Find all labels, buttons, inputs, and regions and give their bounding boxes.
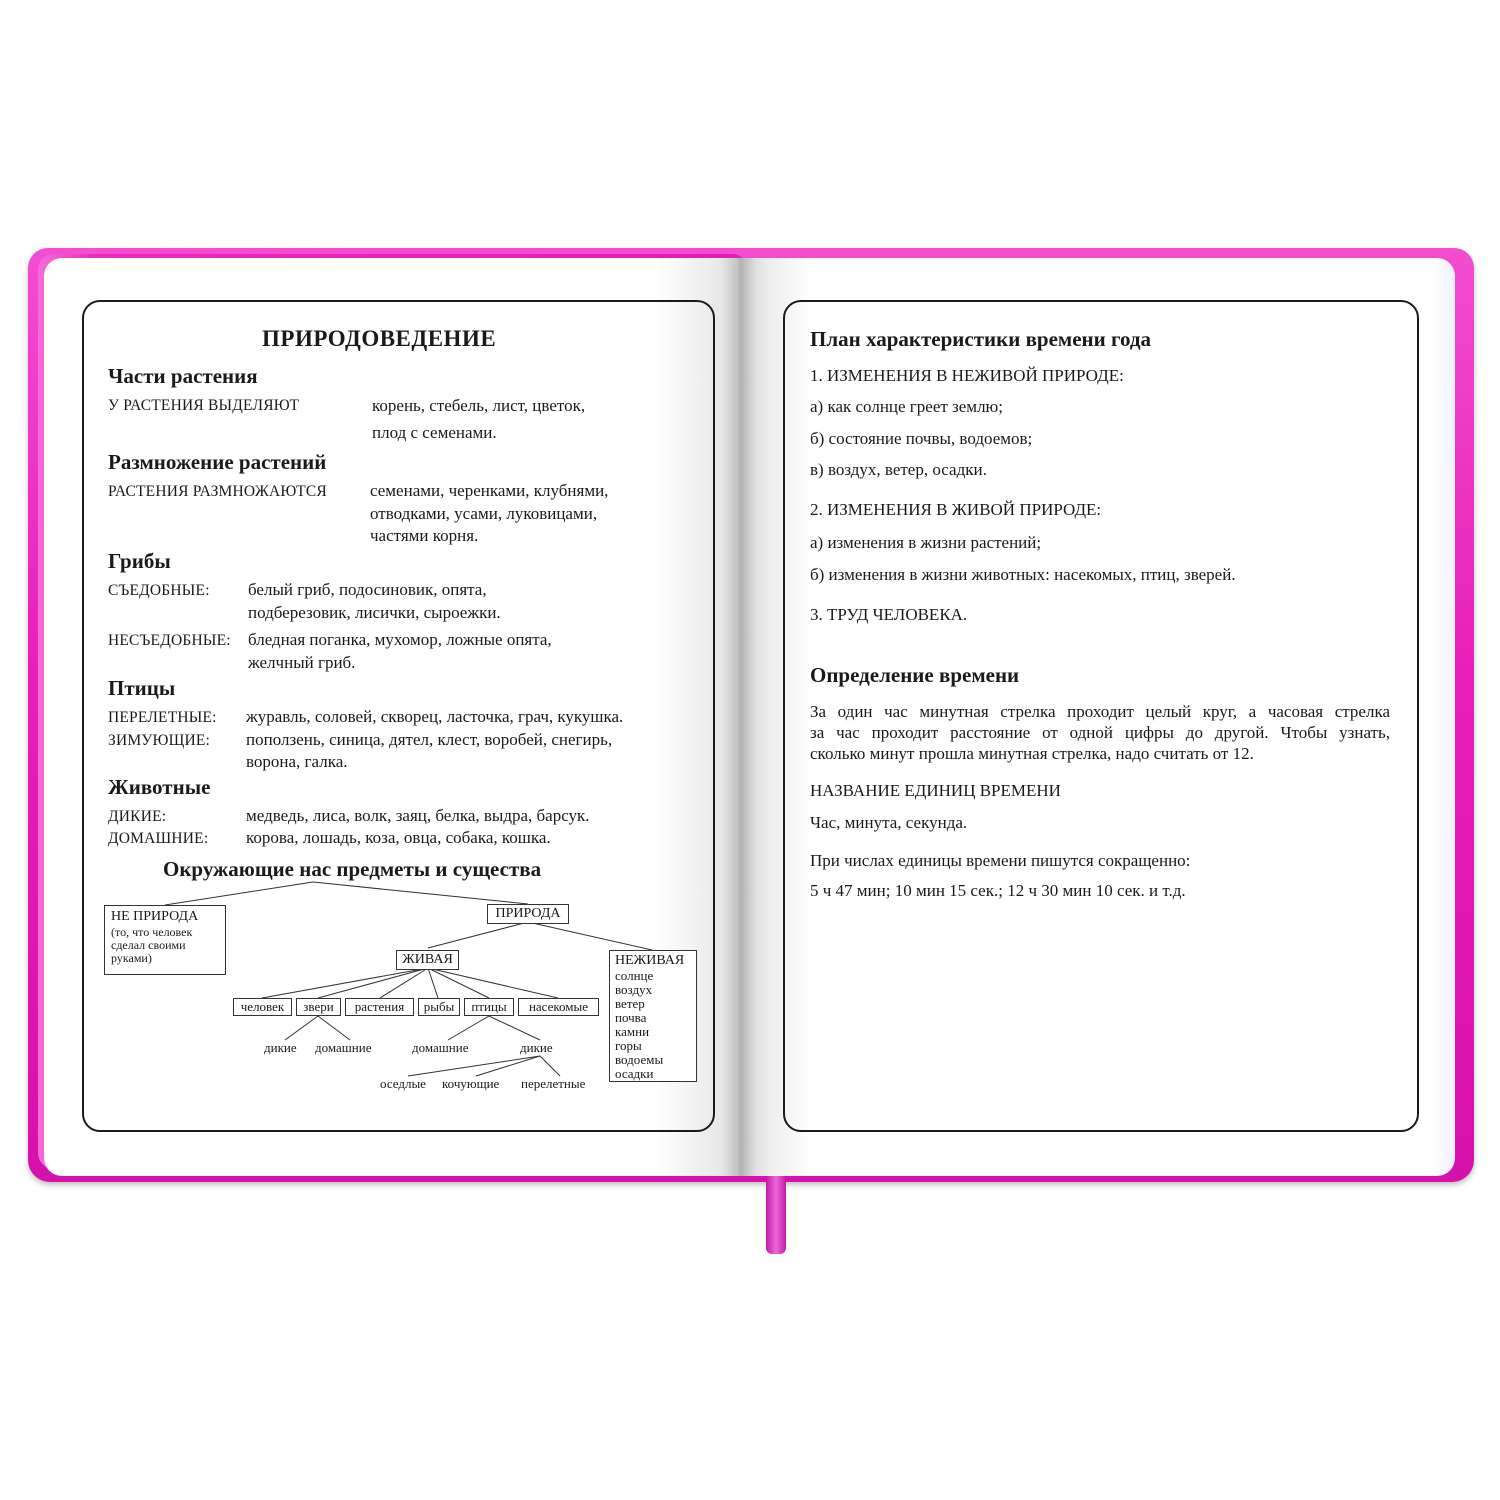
plan-heading: План характеристики времени года: [810, 327, 1152, 351]
parts-label: У РАСТЕНИЯ ВЫДЕЛЯЮТ: [108, 397, 300, 414]
section-heading-reproduction: Размножение растений: [108, 450, 327, 474]
inedible-line-1: бледная поганка, мухомор, ложные опята,: [248, 630, 552, 649]
time-heading: Определение времени: [810, 663, 1020, 687]
living-item-plants: растения: [345, 998, 414, 1016]
not-nature-note-2: сделал своими: [111, 938, 186, 952]
nonliving-item: камни: [615, 1024, 650, 1039]
beasts-domestic: домашние: [315, 1040, 372, 1055]
wintering-line-2: ворона, галка.: [246, 752, 348, 771]
birds-settled: оседлые: [380, 1076, 426, 1091]
living-item-birds: птицы: [464, 998, 514, 1016]
plan-item-1c: в) воздух, ветер, осадки.: [810, 460, 987, 479]
beasts-wild: дикие: [264, 1040, 297, 1055]
page-title: ПРИРОДОВЕДЕНИЕ: [262, 326, 497, 351]
migratory-birds: журавль, соловей, скворец, ласточка, грач, кукушка.: [246, 707, 624, 726]
nonliving-item: горы: [615, 1038, 642, 1053]
plan-item-1a: а) как солнце греет землю;: [810, 397, 1003, 416]
wintering-line-1: поползень, синица, дятел, клест, воробей, снегирь,: [246, 730, 613, 749]
living-box: ЖИВАЯ: [396, 950, 459, 970]
nonliving-item: ветер: [615, 996, 645, 1011]
units-text: Час, минута, секунда.: [810, 813, 968, 832]
domestic-animals: корова, лошадь, коза, овца, собака, кошка.: [246, 828, 551, 847]
plan-section-2: 2. ИЗМЕНЕНИЯ В ЖИВОЙ ПРИРОДЕ:: [810, 500, 1102, 519]
time-paragraph-line-2: за час проходит расстояние от одной цифры до другой. Чтобы узнать,: [810, 723, 1390, 742]
time-paragraph-line-3: сколько минут прошла минутная стрелка, надо считать от 12.: [810, 744, 1254, 763]
nonliving-item: воздух: [615, 982, 653, 997]
birds-wild: дикие: [520, 1040, 553, 1055]
birds-migratory: перелетные: [521, 1076, 586, 1091]
living-item-fish: рыбы: [418, 998, 460, 1016]
wintering-label: ЗИМУЮЩИЕ:: [108, 732, 211, 749]
living-item-insects: насекомые: [518, 998, 599, 1016]
nonliving-item: водоемы: [615, 1052, 664, 1067]
wild-animals: медведь, лиса, волк, заяц, белка, выдра, барсук.: [246, 806, 590, 825]
parts-line-1: корень, стебель, лист, цветок,: [372, 396, 586, 415]
reproduction-line-3: частями корня.: [370, 526, 479, 545]
domestic-label: ДОМАШНИЕ:: [108, 830, 209, 847]
plan-section-3: 3. ТРУД ЧЕЛОВЕКА.: [810, 605, 968, 624]
edible-label: СЪЕДОБНЫЕ:: [108, 582, 210, 599]
section-heading-parts: Части растения: [108, 364, 258, 388]
migratory-label: ПЕРЕЛЕТНЫЕ:: [108, 709, 217, 726]
birds-nomadic: кочующие: [442, 1076, 500, 1091]
inedible-line-2: желчный гриб.: [248, 653, 356, 672]
section-heading-animals: Животные: [108, 775, 211, 799]
nonliving-item: осадки: [615, 1066, 654, 1081]
section-heading-birds: Птицы: [108, 676, 176, 700]
wild-label: ДИКИЕ:: [108, 808, 167, 825]
not-nature-note-3: руками): [111, 951, 152, 965]
nature-box: ПРИРОДА: [487, 904, 569, 924]
living-item-human: человек: [233, 998, 292, 1016]
nonliving-item: солнце: [615, 968, 654, 983]
birds-domestic: домашние: [412, 1040, 469, 1055]
inedible-label: НЕСЪЕДОБНЫЕ:: [108, 632, 231, 649]
living-item-beasts: звери: [296, 998, 341, 1016]
abbr-note: При числах единицы времени пишутся сокращенно:: [810, 851, 1191, 870]
plan-item-2b: б) изменения в жизни животных: насекомых, птиц, зверей.: [810, 565, 1236, 584]
edible-line-1: белый гриб, подосиновик, опята,: [248, 580, 487, 599]
nonliving-item: почва: [615, 1010, 647, 1025]
abbr-example: 5 ч 47 мин; 10 мин 15 сек.; 12 ч 30 мин 10 сек. и т.д.: [810, 881, 1186, 900]
plan-item-2a: а) изменения в жизни растений;: [810, 533, 1042, 552]
not-nature-label: НЕ ПРИРОДА: [111, 909, 199, 924]
plan-item-1b: б) состояние почвы, водоемов;: [810, 429, 1033, 448]
reproduction-label: РАСТЕНИЯ РАЗМНОЖАЮТСЯ: [108, 483, 327, 500]
nonliving-box: [609, 950, 697, 1082]
time-paragraph-line-1: За один час минутная стрелка проходит целый круг, а часовая стрелка: [810, 702, 1390, 721]
diagram-heading: Окружающие нас предметы и существа: [163, 857, 542, 881]
reproduction-line-2: отводками, усами, луковицами,: [370, 504, 598, 523]
plan-section-1: 1. ИЗМЕНЕНИЯ В НЕЖИВОЙ ПРИРОДЕ:: [810, 366, 1124, 385]
not-nature-box: [104, 905, 226, 975]
section-heading-mushrooms: Грибы: [108, 549, 171, 573]
edible-line-2: подберезовик, лисички, сыроежки.: [248, 603, 501, 622]
not-nature-note-1: (то, что человек: [111, 925, 193, 939]
parts-line-2: плод с семенами.: [372, 423, 497, 442]
units-heading: НАЗВАНИЕ ЕДИНИЦ ВРЕМЕНИ: [810, 781, 1061, 800]
reproduction-line-1: семенами, черенками, клубнями,: [370, 481, 609, 500]
nonliving-label: НЕЖИВАЯ: [615, 953, 685, 968]
